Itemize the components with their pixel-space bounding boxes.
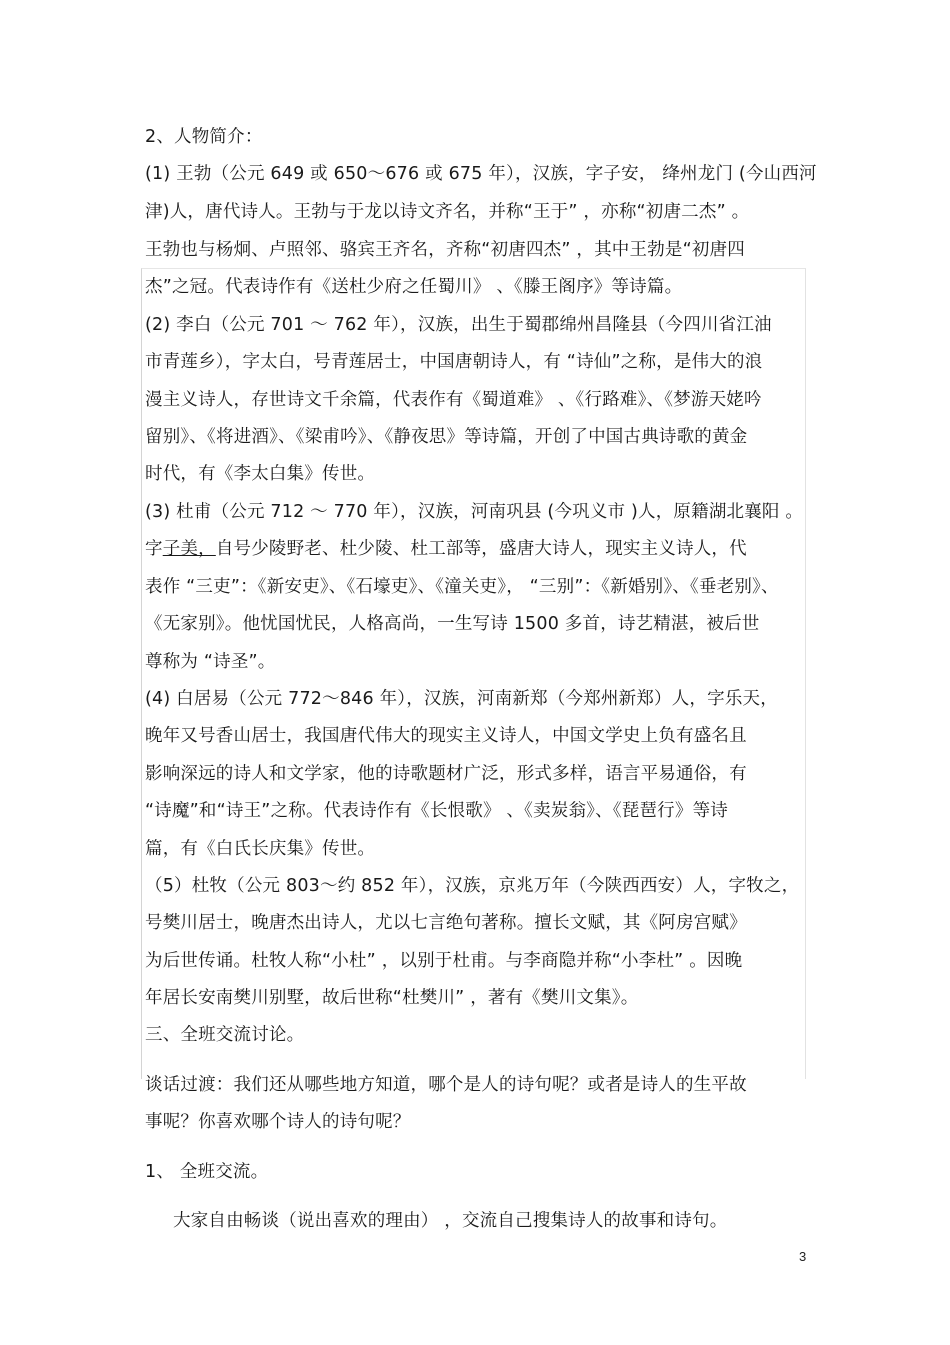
text-line: 谈话过渡：我们还从哪些地方知道，哪个是人的诗句呢？或者是诗人的生平故 bbox=[145, 1075, 747, 1095]
subheading: 1、 全班交流。 bbox=[145, 1162, 269, 1182]
text-line: (4) 白居易（公元 772～846 年），汉族，河南新郑（今郑州新郑）人，字乐天， bbox=[145, 689, 778, 709]
text-line: 年居长安南樊川别墅，故后世称“杜樊川” ，著有《樊川文集》。 bbox=[145, 988, 639, 1008]
underlined-name: 子美， bbox=[162, 539, 216, 559]
text-line: 表作 “三吏”：《新安吏》、《石壕吏》、《潼关吏》， “三别”：《新婚别》、《垂老别》、 bbox=[145, 577, 779, 597]
text-line: 影响深远的诗人和文学家，他的诗歌题材广泛，形式多样，语言平易通俗，有 bbox=[145, 764, 747, 784]
text-line: 晚年又号香山居士，我国唐代伟大的现实主义诗人，中国文学史上负有盛名且 bbox=[145, 726, 747, 746]
text-line: (2) 李白（公元 701 ～ 762 年），汉族，出生于蜀郡绵州昌隆县（今四川省江油 bbox=[145, 315, 772, 335]
text-line bbox=[145, 538, 747, 560]
text-line: (3) 杜甫（公元 712 ～ 770 年），汉族，河南巩县 (今巩义市 )人，原籍湖北襄阳 。 bbox=[145, 502, 804, 522]
text-line: 王勃也与杨炯、卢照邻、骆宾王齐名，齐称“初唐四杰” ，其中王勃是“初唐四 bbox=[145, 240, 745, 260]
section-heading: 2、人物简介： bbox=[145, 127, 263, 147]
text-line: 留别》、《将进酒》、《梁甫吟》、《静夜思》等诗篇，开创了中国古典诗歌的黄金 bbox=[145, 427, 748, 447]
section-heading: 三、全班交流讨论。 bbox=[145, 1025, 305, 1045]
text-line: 大家自由畅谈（说出喜欢的理由） ，交流自己搜集诗人的故事和诗句。 bbox=[173, 1211, 728, 1231]
text-line: 市青莲乡），字太白，号青莲居士，中国唐朝诗人，有 “诗仙”之称，是伟大的浪 bbox=[145, 352, 763, 372]
text-line: （5）杜牧（公元 803～约 852 年），汉族，京兆万年（今陕西西安）人，字牧之， bbox=[145, 876, 800, 896]
text-line: 篇，有《白氏长庆集》传世。 bbox=[145, 839, 376, 859]
page-number: 3 bbox=[799, 1249, 807, 1264]
text-line: 杰”之冠。代表诗作有《送杜少府之任蜀川》 、《滕王阁序》等诗篇。 bbox=[145, 277, 683, 297]
text-line: 号樊川居士，晚唐杰出诗人，尤以七言绝句著称。擅长文赋，其《阿房宫赋》 bbox=[145, 913, 747, 933]
text-fragment: 字 bbox=[145, 539, 163, 559]
text-line: (1) 王勃（公元 649 或 650～676 或 675 年），汉族，字子安， 绛州龙门 (今山西河 bbox=[145, 164, 817, 184]
text-line: 尊称为 “诗圣”。 bbox=[145, 652, 276, 672]
text-line: “诗魔”和“诗王”之称。代表诗作有《长恨歌》 、《卖炭翁》、《琵琶行》等诗 bbox=[145, 801, 728, 821]
text-line: 事呢？你喜欢哪个诗人的诗句呢？ bbox=[145, 1112, 411, 1132]
text-line: 《无家别》。他忧国忧民，人格高尚，一生写诗 1500 多首，诗艺精湛，被后世 bbox=[145, 614, 760, 634]
text-line: 漫主义诗人，存世诗文千余篇，代表作有《蜀道难》 、《行路难》、《梦游天姥吟 bbox=[145, 390, 762, 410]
text-line: 津)人，唐代诗人。王勃与于龙以诗文齐名，并称“王于” ，亦称“初唐二杰” 。 bbox=[145, 202, 750, 222]
text-line: 时代，有《李太白集》传世。 bbox=[145, 464, 376, 484]
text-fragment: 自号少陵野老、杜少陵、杜工部等，盛唐大诗人，现实主义诗人，代 bbox=[215, 539, 747, 559]
text-line: 为后世传诵。杜牧人称“小杜” ，以别于杜甫。与李商隐并称“小李杜” 。因晚 bbox=[145, 951, 743, 971]
